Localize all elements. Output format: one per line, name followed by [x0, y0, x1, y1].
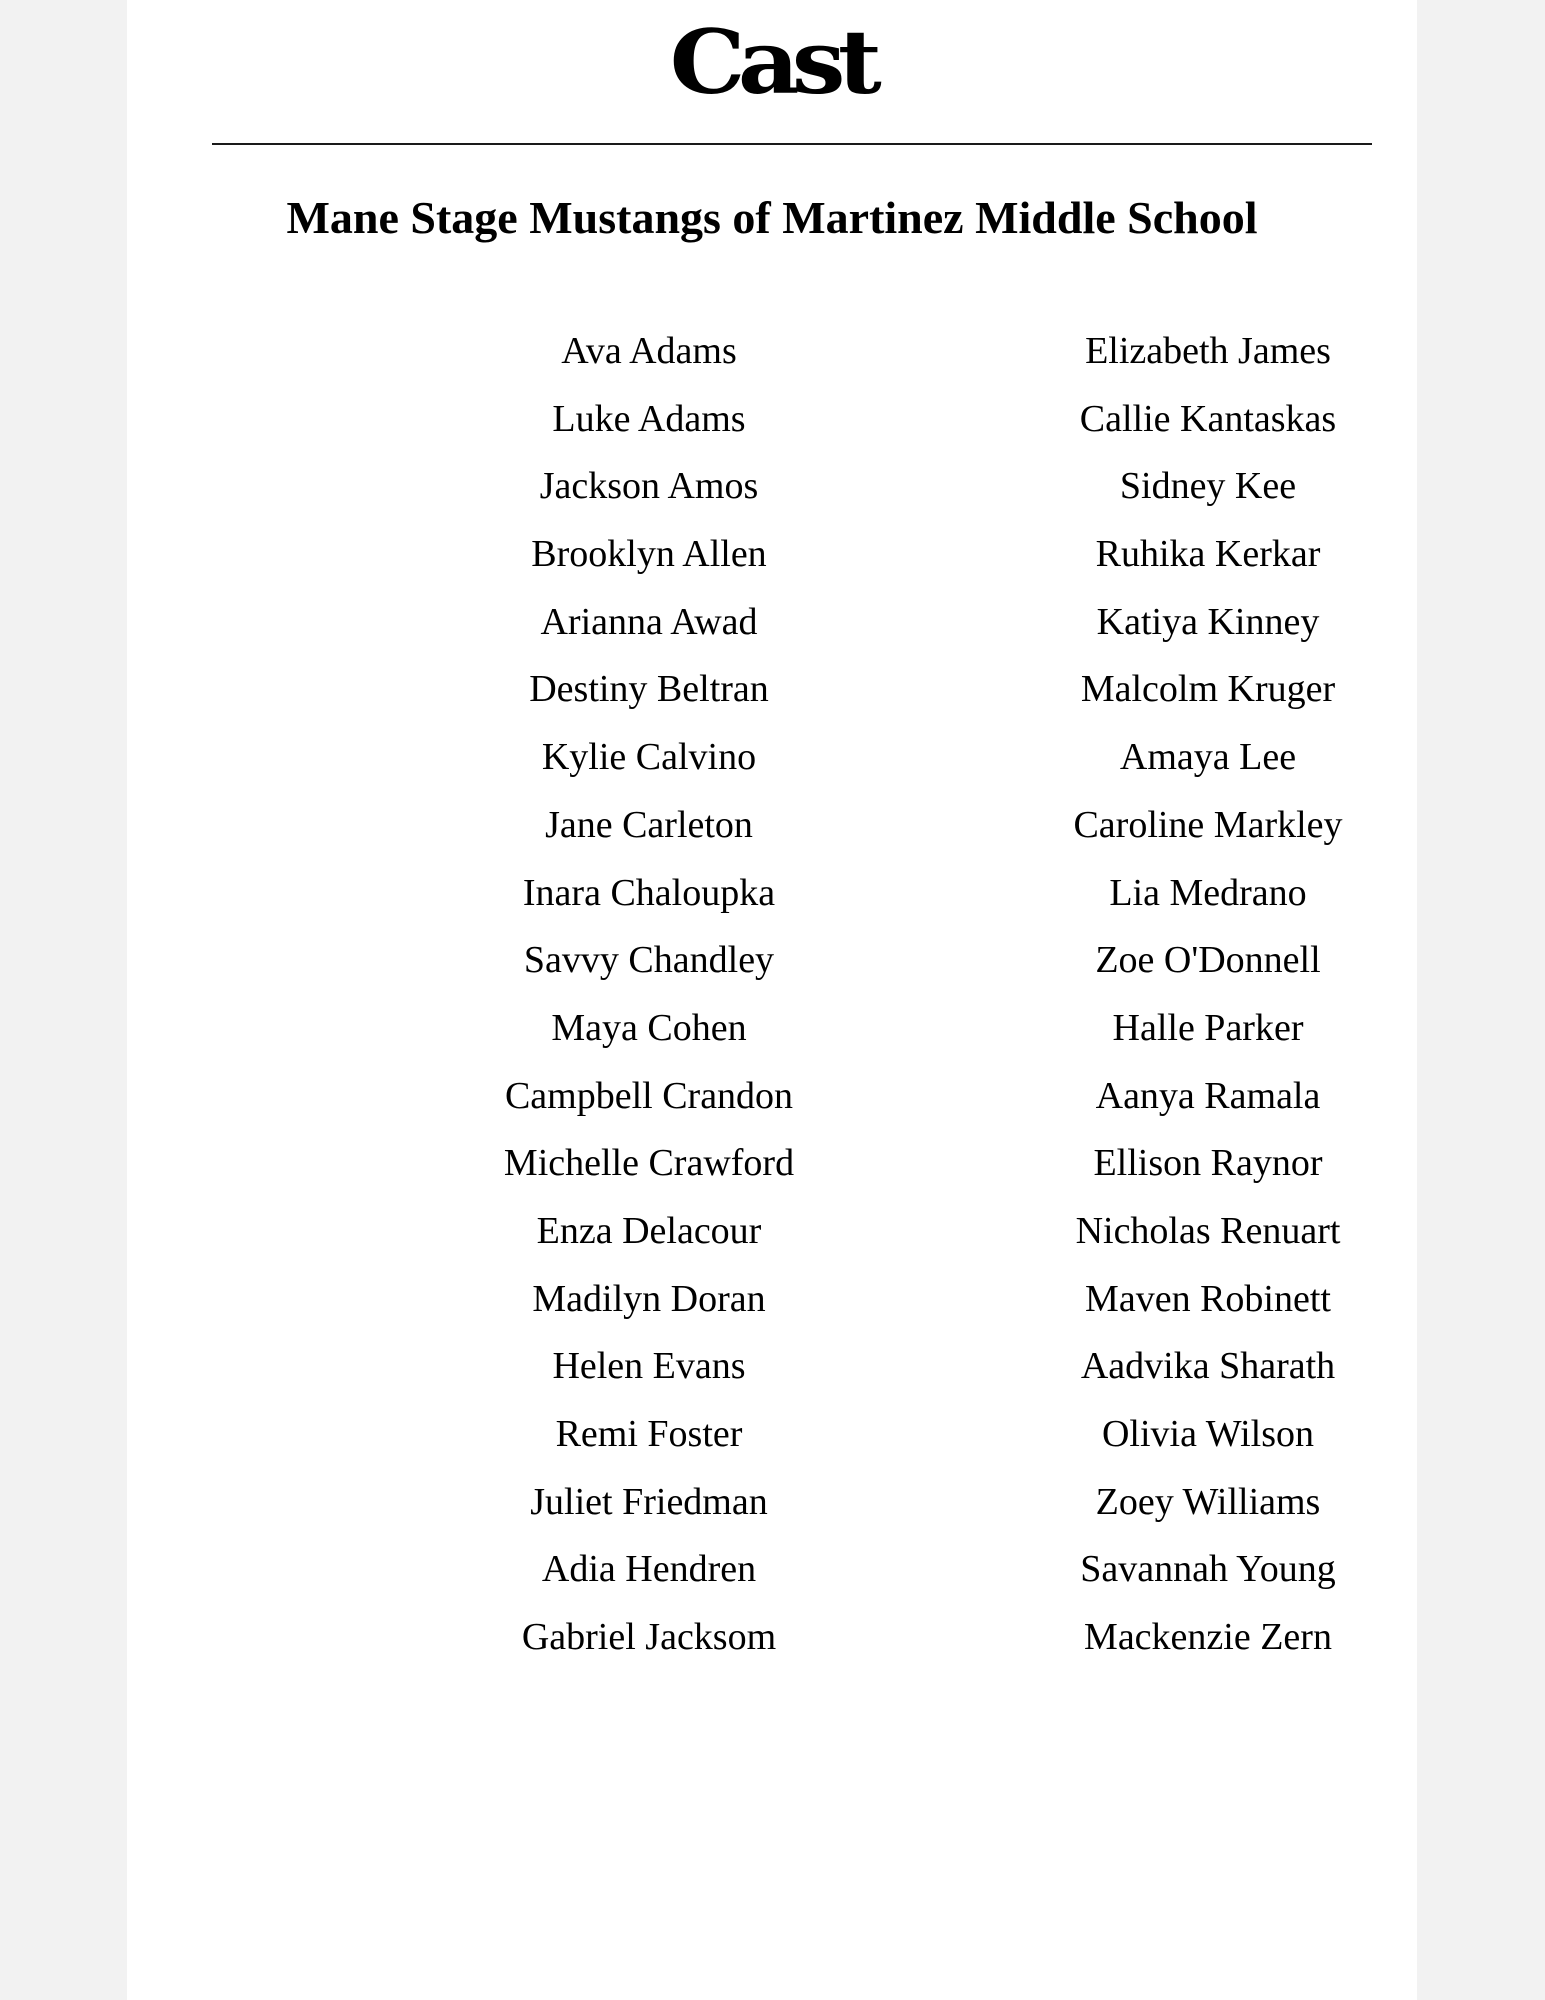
- cast-member: Zoe O'Donnell: [1095, 939, 1321, 982]
- cast-member: Brooklyn Allen: [531, 533, 767, 576]
- cast-member: Zoey Williams: [1095, 1480, 1321, 1523]
- cast-member: Katiya Kinney: [1096, 600, 1320, 643]
- cast-member: Aadvika Sharath: [1080, 1345, 1336, 1388]
- group-heading: Mane Stage Mustangs of Martinez Middle School: [286, 192, 1258, 243]
- cast-member: Luke Adams: [552, 397, 746, 440]
- cast-member: Madilyn Doran: [532, 1277, 766, 1320]
- title-divider: [212, 143, 1372, 145]
- cast-member: Gabriel Jacksom: [521, 1616, 777, 1659]
- cast-member: Helen Evans: [552, 1345, 746, 1388]
- cast-member: Amaya Lee: [1119, 736, 1297, 779]
- cast-member: Inara Chaloupka: [522, 871, 776, 914]
- cast-member: Nicholas Renuart: [1075, 1209, 1341, 1252]
- cast-member: Jane Carleton: [545, 803, 753, 846]
- cast-member: Ava Adams: [561, 330, 737, 372]
- cast-member: Juliet Friedman: [530, 1480, 768, 1523]
- cast-member: Jackson Amos: [539, 465, 759, 508]
- cast-member: Lia Medrano: [1109, 871, 1307, 914]
- cast-member: Callie Kantaskas: [1079, 397, 1337, 440]
- cast-member: Maven Robinett: [1085, 1277, 1331, 1320]
- cast-member: Aanya Ramala: [1095, 1074, 1321, 1117]
- cast-list-left: [369, 320, 929, 1674]
- cast-member: Kylie Calvino: [541, 736, 757, 779]
- cast-member: Savannah Young: [1080, 1548, 1336, 1591]
- cast-member: Campbell Crandon: [504, 1074, 794, 1117]
- document-page: [127, 0, 1417, 2000]
- cast-member: Ruhika Kerkar: [1095, 533, 1321, 576]
- cast-member: Mackenzie Zern: [1084, 1616, 1332, 1659]
- cast-member: Sidney Kee: [1119, 465, 1297, 508]
- cast-member: Michelle Crawford: [503, 1142, 795, 1185]
- cast-member: Arianna Awad: [540, 600, 758, 643]
- page-title: Cast: [669, 10, 875, 114]
- cast-member: Elizabeth James: [1085, 330, 1331, 372]
- cast-member: Olivia Wilson: [1101, 1413, 1315, 1455]
- cast-member: Remi Foster: [555, 1413, 743, 1455]
- cast-member: Enza Delacour: [536, 1209, 762, 1252]
- cast-member: Ellison Raynor: [1093, 1142, 1323, 1185]
- cast-member: Adia Hendren: [541, 1548, 757, 1591]
- cast-member: Halle Parker: [1112, 1006, 1304, 1049]
- cast-list-right: [928, 320, 1488, 1674]
- cast-member: Maya Cohen: [551, 1006, 747, 1049]
- cast-member: Destiny Beltran: [529, 668, 769, 711]
- cast-member: Savvy Chandley: [523, 939, 775, 982]
- cast-member: Caroline Markley: [1073, 803, 1343, 846]
- cast-member: Malcolm Kruger: [1080, 668, 1336, 711]
